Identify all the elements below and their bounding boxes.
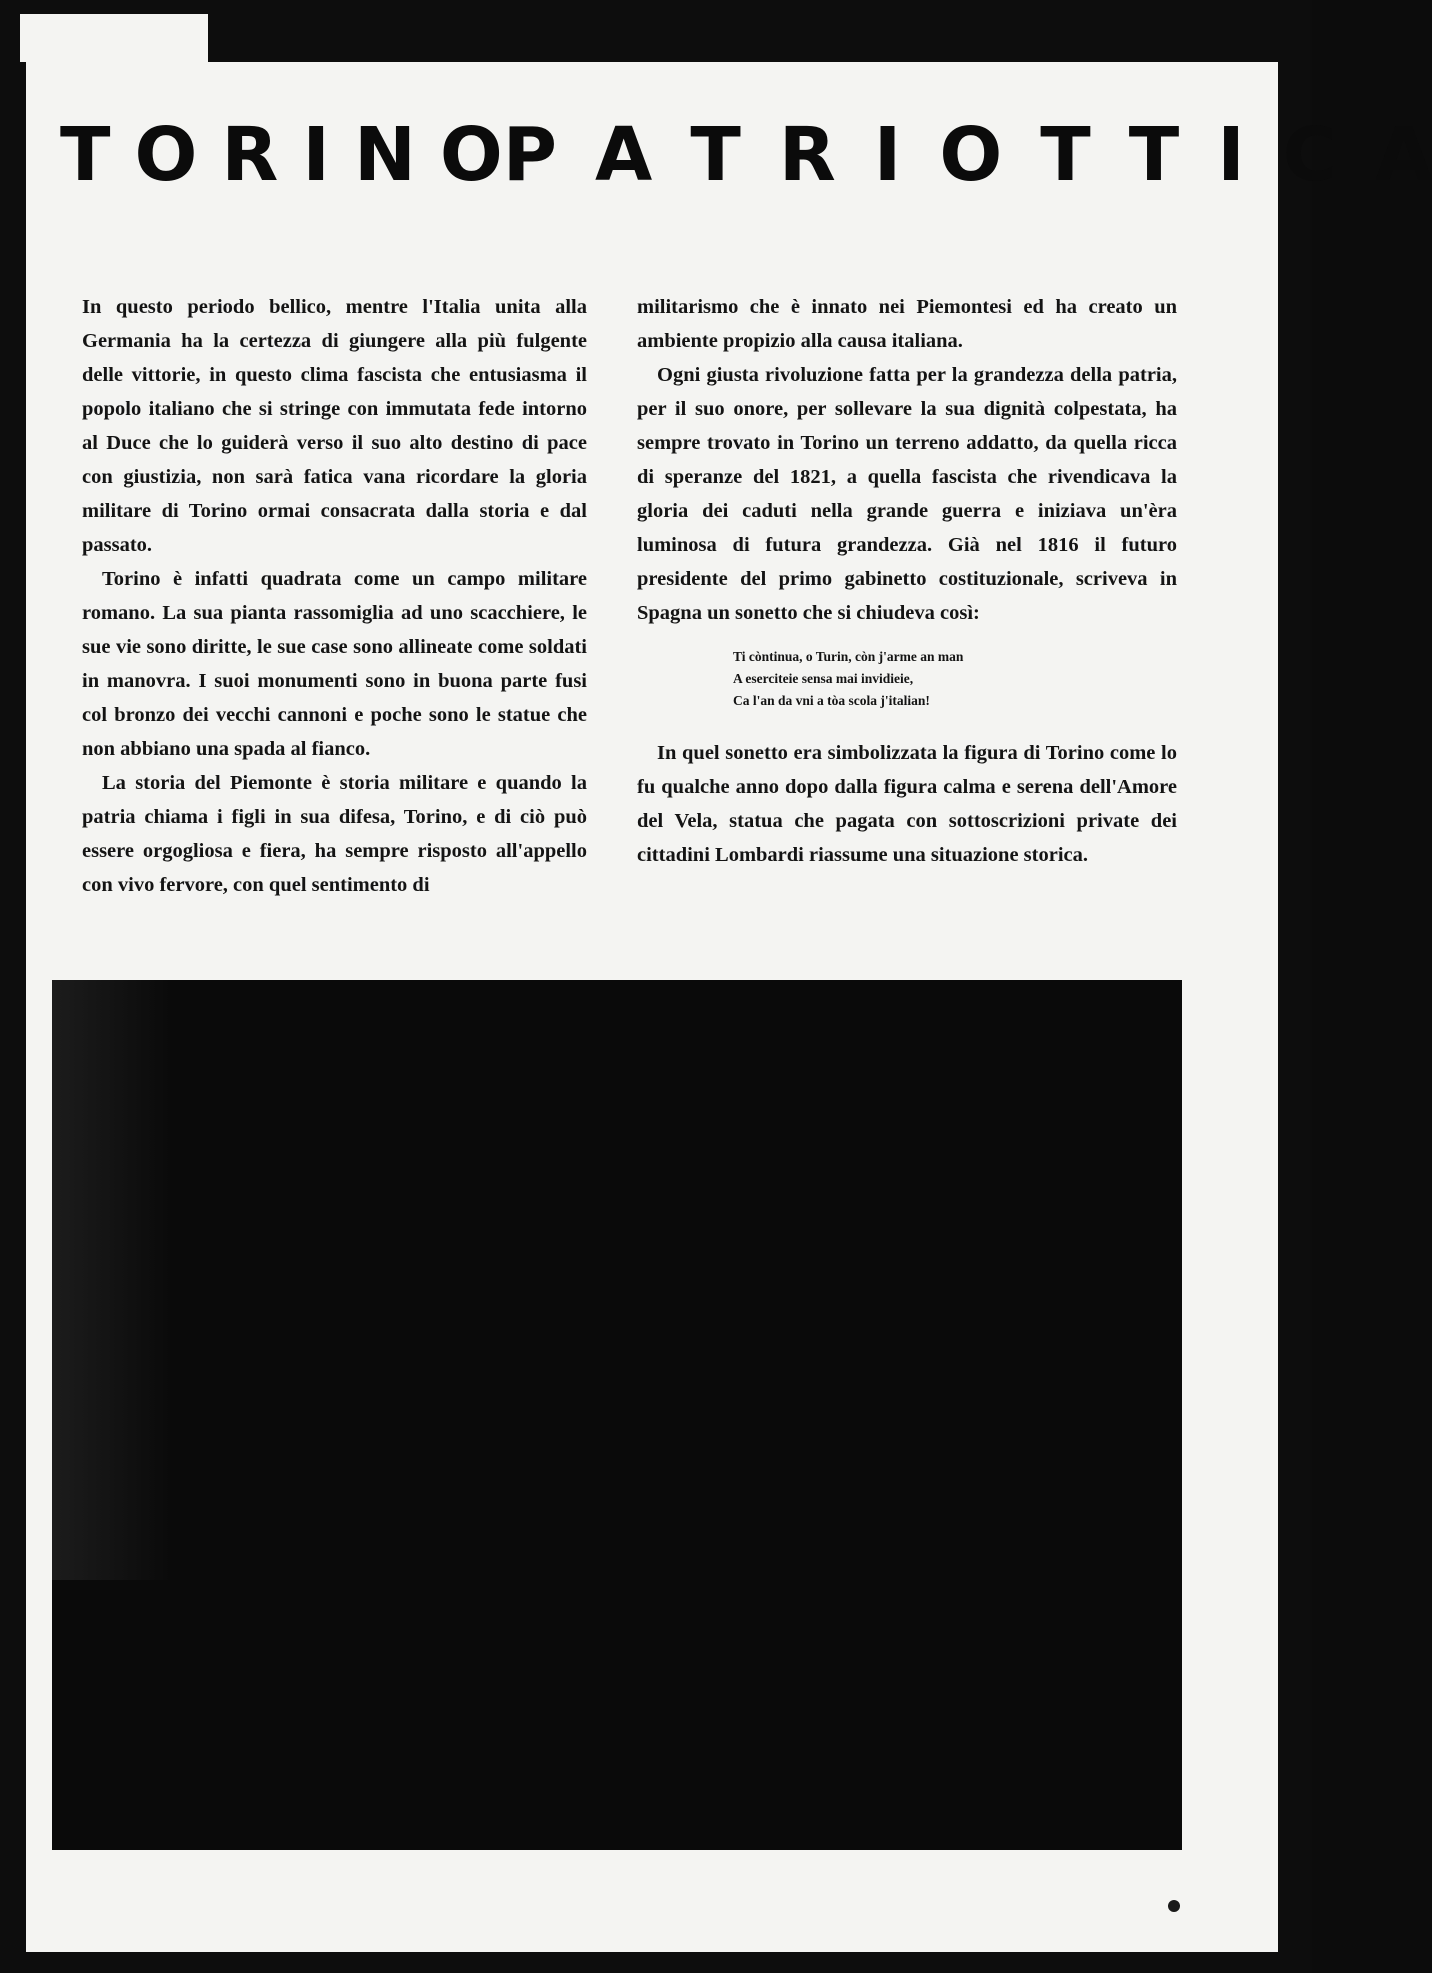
scan-bottom-edge [0,1952,1312,1973]
paragraph: La storia del Piemonte è storia militare e quando la patria chiama i figli in sua difesa, Torino, e di ciò può essere orgogliosa e fiera, ha sempre risposto all'appello con vivo fervore, con quel sentimento di [82,772,587,896]
title-letter: O [134,112,198,198]
title-letter: O [939,112,1003,198]
title-letter: I [1217,112,1245,198]
title-letter: P [502,112,558,198]
dark-photograph [52,980,1182,1850]
paragraph: Ogni giusta rivoluzione fatta per la grandezza della patria, per il suo onore, per sollevare la sua dignità colpestata, ha sempre trovato in Torino un terreno addatto, da quella ricca di speranze del 1821, a quella fascista che rivendicava la gloria dei caduti nella grande guerra e iniziava un'èra luminosa di futura grandezza. Già nel 1816 il futuro presidente del primo gabinetto costituzionale, scriveva in Spagna un sonetto che si chiudeva così: [637,364,1177,624]
title-letter: C [1282,112,1338,198]
photo-haze [52,980,172,1580]
title-letter: R [778,112,836,198]
paragraph: In questo periodo bellico, mentre l'Italia unita alla Germania ha la certezza di giungere alla più fulgente delle vittorie, in questo clima fascista che entusiasma il popolo italiano che si stringe con immutata fede intorno al Duce che lo guiderà verso il suo alto destino di pace con giustizia, non sarà fatica vana ricordare la gloria militare di Torino ormai consacrata dalla storia e dal passato. [82,296,587,556]
title-letter: A [595,112,653,198]
title-word-patriottica [503,112,1432,198]
page-title [60,112,1432,198]
scan-corner [20,14,208,62]
title-letter: A [1375,112,1432,198]
title-letter: R [221,112,279,198]
title-letter: I [302,112,330,198]
title-letter: T [690,112,741,198]
right-column [637,290,1177,902]
paragraph: Torino è infatti quadrata come un campo militare romano. La sua pianta rassomiglia ad uno scacchiere, le sue vie sono diritte, le sue case sono allineate come soldati in manovra. I suoi monumenti sono in buona parte fusi col bronzo dei vecchi cannoni e poche sono le statue che non abbiano una spada al fianco. [82,568,587,760]
title-word-torino [60,112,503,198]
title-letter: T [60,112,111,198]
title-letter: T [1040,112,1091,198]
title-letter: O [439,112,503,198]
title-letter: T [1128,112,1180,198]
verse-line: Ca l'an da vni a tòa scola j'italian! [733,693,930,708]
verse-line: Ti còntinua, o Turin, còn j'arme an man [733,649,964,664]
title-letter: I [873,112,902,198]
article-body [82,290,1177,902]
page-mark [1168,1900,1180,1912]
verse-line: A eserciteie sensa mai invidieie, [733,671,914,686]
paragraph: militarismo che è innato nei Piemontesi ed ha creato un ambiente propizio alla causa italiana. [637,296,1177,352]
sonnet-verse [733,646,1177,712]
paragraph: In quel sonetto era simbolizzata la figura di Torino come lo fu qualche anno dopo dalla figura calma e serena dell'Amore del Vela, statua che pagata con sottoscrizioni private dei cittadini Lombardi riassume una situazione storica. [637,742,1177,866]
title-letter: N [353,112,416,198]
left-column [82,290,587,902]
